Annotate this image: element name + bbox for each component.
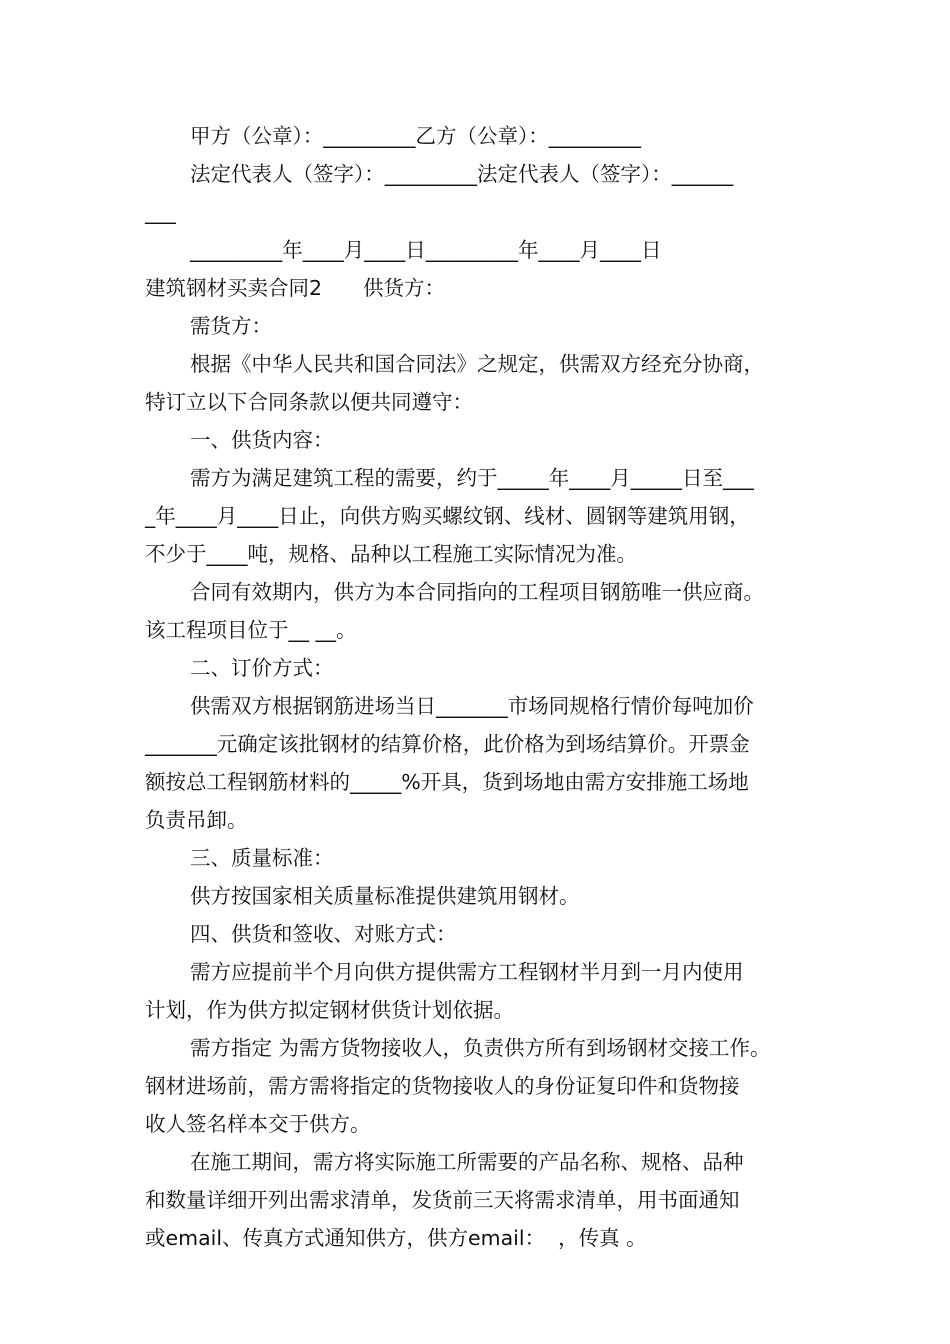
section-4-heading: 四、供货和签收、对账方式： — [190, 922, 457, 946]
contract-title-line: 建筑钢材买卖合同2 供货方： — [145, 276, 446, 300]
section-1-para-1-line-3: 不少于____吨，规格、品种以工程施工实际情况为准。 — [145, 542, 637, 566]
section-2-heading: 二、订价方式： — [190, 656, 334, 680]
section-1-heading: 一、供货内容： — [190, 428, 334, 452]
section-3-para: 供方按国家相关质量标准提供建筑用钢材。 — [190, 884, 580, 908]
legal-representative-line-wrap: ___ — [145, 200, 176, 224]
section-2-para-line-2: _______元确定该批钢材的结算价格，此价格为到场结算价。开票金 — [145, 732, 750, 756]
section-1-para-1-line-1: 需方为满足建筑工程的需要，约于_____年____月_____日至___ — [190, 466, 754, 490]
section-4-para-2-line-1: 需方指定 为需方货物接收人，负责供方所有到场钢材交接工作。 — [190, 1036, 771, 1060]
section-1-para-2-line-2: 该工程项目位于__ __。 — [145, 618, 357, 642]
buyer-line: 需货方： — [190, 314, 272, 338]
section-1-para-1-line-2: _年____月____日止，向供方购买螺纹钢、线材、圆钢等建筑用钢， — [145, 504, 750, 528]
section-2-para-line-3: 额按总工程钢筋材料的_____%开具，货到场地由需方安排施工场地 — [145, 770, 749, 794]
preamble-line-1: 根据《中华人民共和国合同法》之规定，供需双方经充分协商， — [190, 352, 764, 376]
preamble-line-2: 特订立以下合同条款以便共同遵守： — [145, 390, 473, 414]
signature-date-line: _________年____月____日_________年____月____日 — [190, 238, 662, 262]
section-4-para-3-line-2: 和数量详细开列出需求清单，发货前三天将需求清单，用书面通知 — [145, 1188, 740, 1212]
section-4-para-1-line-1: 需方应提前半个月向供方提供需方工程钢材半月到一月内使用 — [190, 960, 744, 984]
section-3-heading: 三、质量标准： — [190, 846, 334, 870]
section-2-para-line-4: 负责吊卸。 — [145, 808, 248, 832]
section-4-para-3-line-1: 在施工期间，需方将实际施工所需要的产品名称、规格、品种 — [190, 1150, 744, 1174]
signature-party-line: 甲方（公章）：_________乙方（公章）：_________ — [190, 124, 641, 148]
section-1-para-2-line-1: 合同有效期内，供方为本合同指向的工程项目钢筋唯一供应商。 — [190, 580, 764, 604]
legal-representative-line: 法定代表人（签字）：_________法定代表人（签字）：______ — [190, 162, 734, 186]
section-2-para-line-1: 供需双方根据钢筋进场当日_______市场同规格行情价每吨加价 — [190, 694, 754, 718]
section-4-para-2-line-3: 收人签名样本交于供方。 — [145, 1112, 371, 1136]
section-4-para-1-line-2: 计划，作为供方拟定钢材供货计划依据。 — [145, 998, 514, 1022]
section-4-para-2-line-2: 钢材进场前，需方需将指定的货物接收人的身份证复印件和货物接 — [145, 1074, 740, 1098]
section-4-para-3-line-3: 或email、传真方式通知供方，供方email： ，传真 。 — [145, 1226, 647, 1250]
